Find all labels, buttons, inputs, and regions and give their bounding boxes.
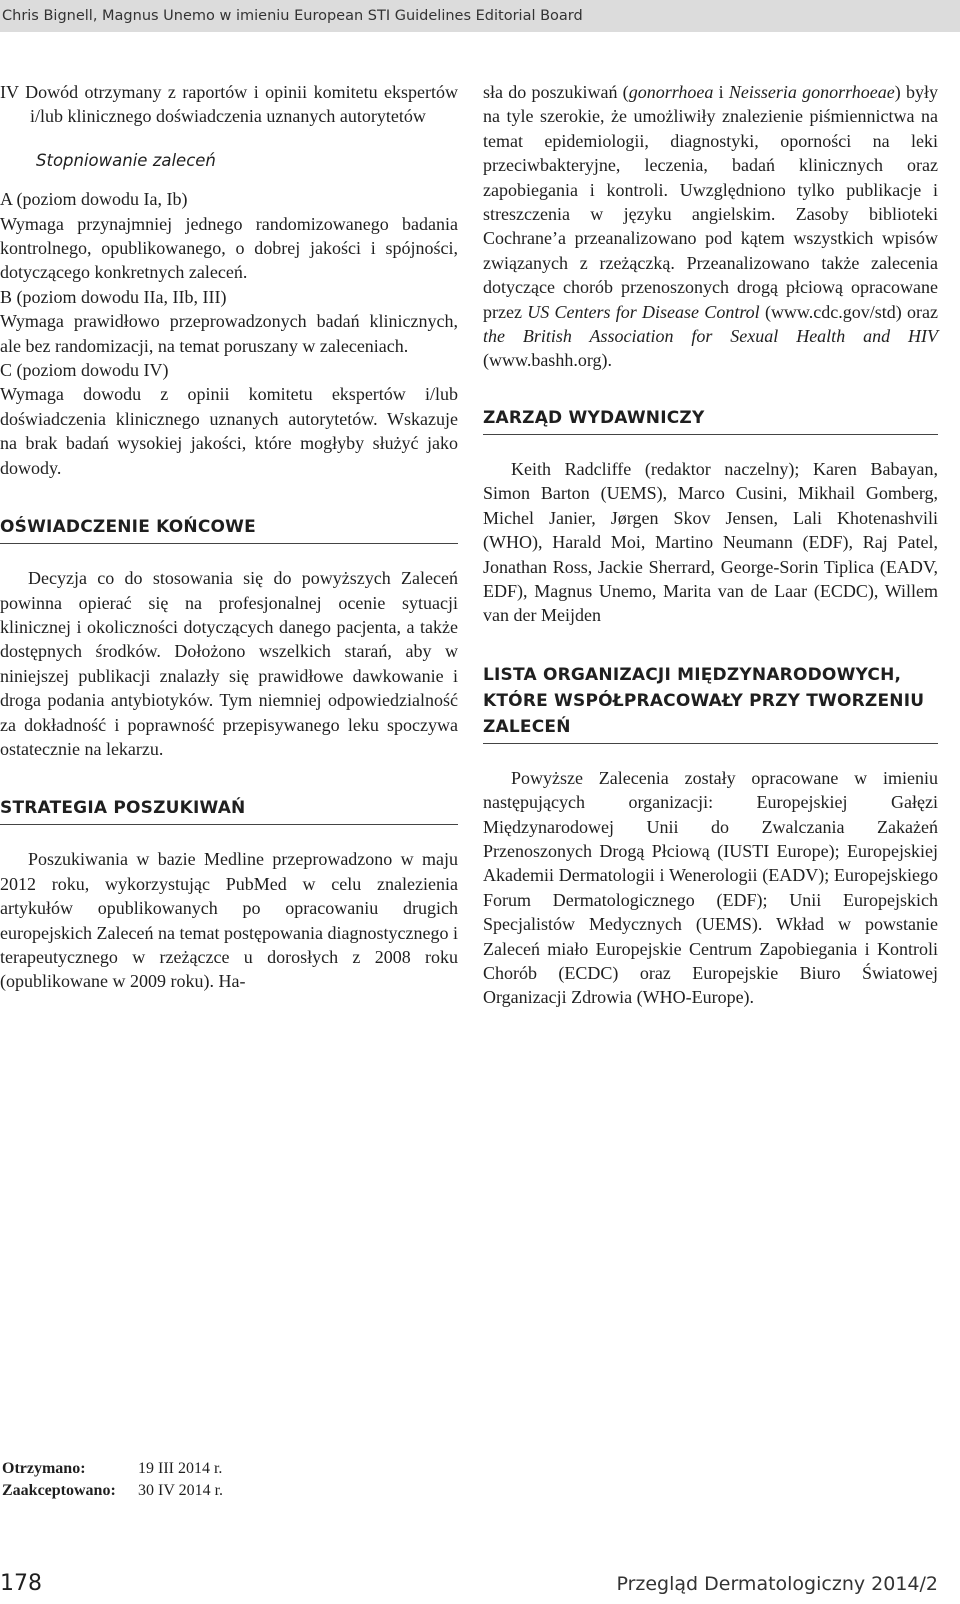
final-statement-text: Decyzja co do stosowania się do powyższych Zaleceń powinna opierać się na profesjonalnej ocenie sytuacji klinicznej i okoliczności dotyczących danego pacjenta, a także dostępnych środków. Dołożono wszelkich starań, aby w niniejszej publikacji znalazły się prawidłowe dawkowanie i droga podania antybiotyków. Tym niemniej odpowiedzialność za dokładność i poprawność przepisywanego leku spoczywa ostatecznie na lekarzu. bbox=[0, 568, 458, 759]
page-number: 178 bbox=[0, 1571, 42, 1596]
grade-c bbox=[0, 358, 458, 480]
grade-a bbox=[0, 187, 458, 285]
organizations-text: Powyższe Zalecenia zostały opracowane w imieniu następujących organizacji: Europejskiej Gałęzi Międzynarodowej Unii do Zwalczania Zakażeń Przenoszonych Drogą Płciową (IUSTI Europe); Europejskiej Akademii Dermatologii i Wenerologii (EADV); Europejskiego Forum Dermatologicznego (EDF); Unii Europejskich Specjalistów Medycznych (UEMS). Wkład w powstanie Zaleceń miało Europejskie Centrum Zapobiegania i Kontroli Chorób (ECDC) oraz Europejskie Biuro Światowej Organizacji Zdrowia (WHO-Europe). bbox=[483, 767, 938, 1008]
left-column bbox=[0, 80, 458, 994]
grade-b-text: Wymaga prawidłowo przeprowadzonych badań klinicznych, ale bez randomizacji, na temat poruszany w zaleceniach. bbox=[0, 311, 458, 356]
running-header bbox=[0, 0, 960, 32]
search-strategy-text: Poszukiwania w bazie Medline przeprowadzono w maju 2012 roku, wykorzystując PubMed w celu znalezienia artykułów opublikowanych po opracowaniu drugich europejskich Zaleceń na temat postępowania diagnostycznego i terapeutycznego w rzeżączce u dorosłych z 2008 roku (opublikowane w 2009 roku). Ha- bbox=[0, 849, 458, 992]
search-cont-part3: ) były na tyle szerokie, że umożliwiły znalezienie piśmiennictwa na temat epidemiologii, diagnostyki, oporności na leki przeciwbakteryjne, leczenia, badań klinicznych oraz zapobiegania i kontroli. Uwzględniono tylko publikacje i streszczenia w języku angielskim. Zasoby biblioteki Cochrane’a przeanalizowano pod kątem wszystkich wpisów związanych z rzeżączką. Przeanalizowano także zalecenia dotyczące chorób przenoszonych drogą płciową opracowane przez bbox=[483, 82, 938, 322]
accepted-label: Zaakceptowano: bbox=[2, 1482, 116, 1499]
received-row bbox=[2, 1458, 223, 1480]
received-value: 19 III 2014 r. bbox=[138, 1460, 223, 1477]
page-footer bbox=[0, 1571, 938, 1601]
grade-c-text: Wymaga dowodu z opinii komitetu ekspertów i/lub doświadczenia klinicznego uznanych autorytetów. Wskazuje na brak badań wysokiej jakości, które mogłyby służyć jako dowody. bbox=[0, 384, 458, 478]
organizations-heading-line2: KTÓRE WSPÓŁPRACOWAŁY PRZY TWORZENIU bbox=[483, 690, 925, 711]
bashh-name: the British Association for Sexual Health and HIV bbox=[483, 326, 938, 347]
organizations-heading-line3: ZALECEŃ bbox=[483, 716, 571, 737]
dates-block bbox=[2, 1458, 223, 1502]
search-cont-part5: (www.bashh.org). bbox=[483, 350, 612, 371]
search-cont-part2: i bbox=[713, 82, 729, 102]
received-label: Otrzymano: bbox=[2, 1460, 86, 1477]
evidence-level-iv: IV Dowód otrzymany z raportów i opinii komitetu ekspertów i/lub klinicznego doświadczenia uznanych autorytetów bbox=[0, 82, 458, 127]
search-strategy-continued bbox=[483, 80, 938, 373]
grade-b-title: B (poziom dowodu IIa, IIb, III) bbox=[0, 286, 227, 307]
search-cont-part1: sła do poszukiwań ( bbox=[483, 82, 629, 102]
accepted-row bbox=[2, 1480, 223, 1502]
search-cont-part4: (www.cdc.gov/std) oraz bbox=[759, 301, 938, 322]
search-term-neisseria: Neisseria gonorrhoeae bbox=[728, 82, 895, 102]
grade-c-title: C (poziom dowodu IV) bbox=[0, 360, 169, 381]
organizations-heading bbox=[483, 662, 938, 744]
grade-a-text: Wymaga przynajmniej jednego randomizowanego badania kontrolnego, opublikowanego, o dobrej jakości i spójności, dotyczącego konkretnych zaleceń. bbox=[0, 213, 458, 283]
search-term-gonorrhoea: gonorrhoea bbox=[628, 82, 714, 102]
right-column bbox=[483, 80, 938, 1010]
search-strategy-heading: STRATEGIA POSZUKIWAŃ bbox=[0, 795, 458, 825]
header-authors: Chris Bignell, Magnus Unemo w imieniu European STI Guidelines Editorial Board bbox=[2, 8, 583, 24]
editorial-board-text: Keith Radcliffe (redaktor naczelny); Karen Babayan, Simon Barton (UEMS), Marco Cusini, Mikhail Gomberg, Michel Janier, Jørgen Skov Jensen, Lali Khotenashvili (WHO), Harald Moi, Martino Neumann (EDF), Raj Patel, Jonathan Ross, Jackie Sherrard, George-Sorin Tiplica (EADV, EDF), Magnus Unemo, Marita van de Laar (ECDC), Willem van der Meijden bbox=[483, 458, 938, 626]
grading-subtitle: Stopniowanie zaleceń bbox=[36, 150, 216, 170]
final-statement-heading: OŚWIADCZENIE KOŃCOWE bbox=[0, 514, 458, 544]
organizations-heading-line1: LISTA ORGANIZACJI MIĘDZYNARODOWYCH, bbox=[483, 664, 902, 685]
grade-b bbox=[0, 285, 458, 358]
editorial-board-heading: ZARZĄD WYDAWNICZY bbox=[483, 405, 938, 435]
grade-a-title: A (poziom dowodu Ia, Ib) bbox=[0, 189, 188, 210]
accepted-value: 30 IV 2014 r. bbox=[138, 1482, 224, 1499]
cdc-name: US Centers for Disease Control bbox=[527, 301, 760, 322]
journal-name: Przegląd Dermatologiczny 2014/2 bbox=[616, 1573, 938, 1595]
